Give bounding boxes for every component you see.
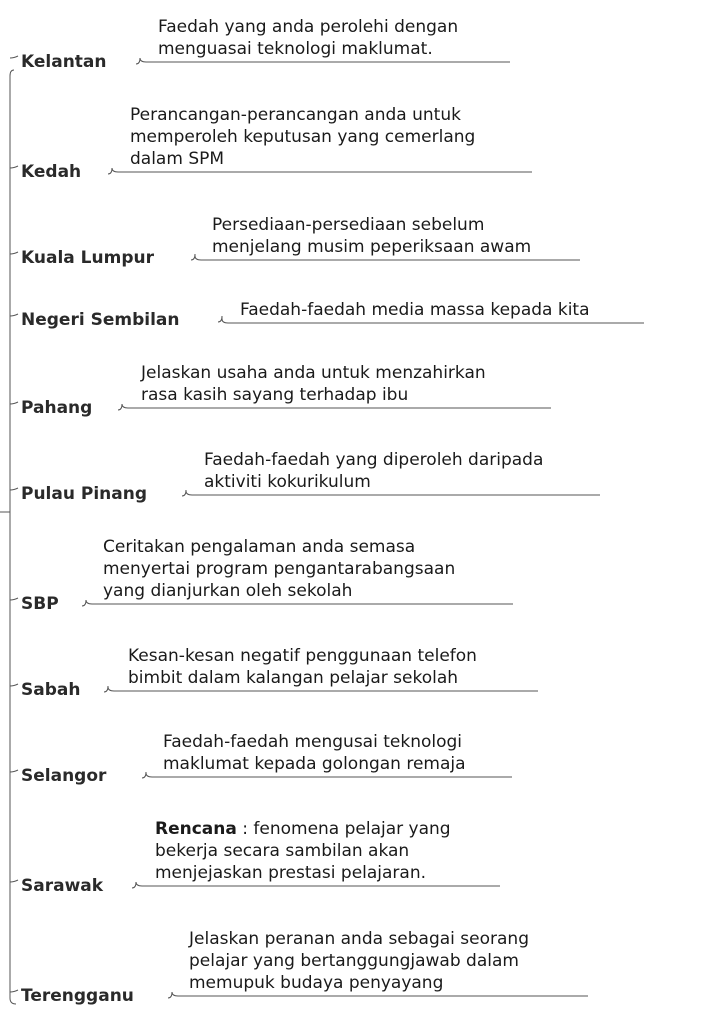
topic-line: bimbit dalam kalangan pelajar sekolah — [128, 668, 459, 688]
topic-line: Kesan-kesan negatif penggunaan telefon — [128, 646, 477, 666]
topic-text — [204, 449, 543, 493]
topic-line: Ceritakan pengalaman anda semasa — [103, 537, 416, 557]
topic-text — [130, 104, 475, 170]
topic-text — [240, 299, 590, 321]
topic-line: yang dianjurkan oleh sekolah — [103, 581, 353, 601]
topic-line: aktiviti kokurikulum — [204, 472, 371, 492]
state-tick — [10, 598, 18, 600]
state-label: Pahang — [21, 398, 93, 418]
state-label: Kuala Lumpur — [21, 248, 154, 268]
topic-text — [128, 645, 477, 689]
state-label: Terengganu — [21, 986, 134, 1006]
state-label: Sabah — [21, 680, 81, 700]
topic-line: Faedah-faedah mengusai teknologi — [163, 732, 463, 752]
state-tick — [10, 402, 18, 404]
state-tick — [10, 314, 18, 316]
topic-text — [103, 536, 455, 602]
topic-text — [189, 928, 529, 994]
state-tick — [10, 166, 18, 168]
state-label: Kelantan — [21, 52, 107, 72]
topic-line: memupuk budaya penyayang — [189, 973, 444, 993]
topic-line: menguasai teknologi maklumat. — [158, 39, 433, 59]
topic-text — [212, 214, 531, 258]
topic-line: Faedah-faedah media massa kepada kita — [240, 300, 590, 320]
topic-line: menyertai program pengantarabangsaan — [103, 559, 456, 579]
topic-line: dalam SPM — [130, 149, 225, 169]
topic-line: menjejaskan prestasi pelajaran. — [155, 863, 427, 883]
topic-text — [141, 362, 486, 406]
trunk-line — [10, 70, 16, 1004]
state-tick — [10, 56, 18, 58]
topic-line: Jelaskan usaha anda untuk menzahirkan — [141, 363, 486, 383]
state-label: Sarawak — [21, 876, 104, 896]
topic-line-rest: : fenomena pelajar yang — [236, 819, 451, 839]
topic-line: Persediaan-persediaan sebelum — [212, 215, 485, 235]
topic-line: Perancangan-perancangan anda untuk — [130, 105, 461, 125]
topic-text — [163, 731, 466, 775]
topic-lead-bold: Rencana — [155, 819, 237, 839]
topic-line: memperoleh keputusan yang cemerlang — [130, 127, 476, 147]
topic-line: menjelang musim peperiksaan awam — [212, 237, 532, 257]
state-tick — [10, 488, 18, 490]
topic-line: Jelaskan peranan anda sebagai seorang — [189, 929, 529, 949]
state-tick — [10, 252, 18, 254]
topic-text — [155, 818, 451, 884]
state-tick — [10, 684, 18, 686]
topic-line: maklumat kepada golongan remaja — [163, 754, 466, 774]
state-tick — [10, 990, 18, 992]
state-label: Kedah — [21, 162, 82, 182]
topic-line — [155, 818, 451, 840]
state-tick — [10, 770, 18, 772]
topic-line: bekerja secara sambilan akan — [155, 841, 410, 861]
topic-text — [158, 16, 458, 60]
state-tick — [10, 880, 18, 882]
state-label: Pulau Pinang — [21, 484, 148, 504]
topic-line: rasa kasih sayang terhadap ibu — [141, 385, 409, 405]
topic-line: Faedah-faedah yang diperoleh daripada — [204, 450, 544, 470]
topic-line: Faedah yang anda perolehi dengan — [158, 17, 459, 37]
state-label: Selangor — [21, 766, 107, 786]
state-label: SBP — [21, 594, 59, 614]
state-label: Negeri Sembilan — [21, 310, 180, 330]
topic-line: pelajar yang bertanggungjawab dalam — [189, 951, 519, 971]
